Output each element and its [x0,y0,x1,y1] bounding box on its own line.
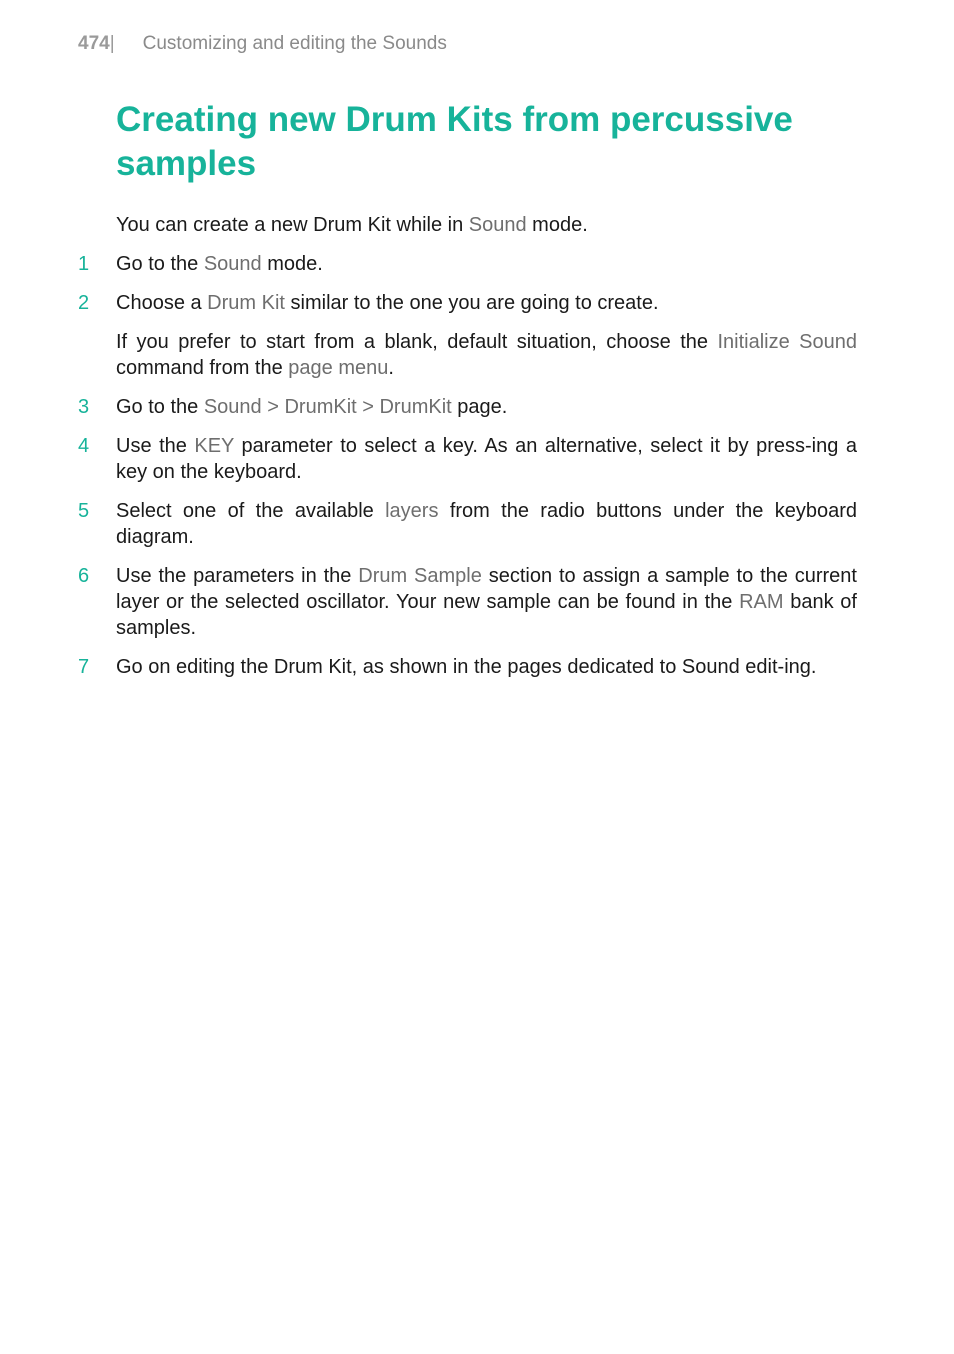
step-text: page. [451,396,508,418]
keyword-layers: layers [385,500,439,522]
step-2 [78,290,857,316]
step-text: Go to the [116,396,204,418]
step-text: parameter to select a key. As an alternative, select it by press-ing a key on the keyboard. [116,435,857,483]
step-1 [78,251,857,277]
step-text: section to assign a sample to the current layer or the selected oscillator. Your new sample can be found in the [116,565,857,613]
step-number: 2 [78,292,90,314]
step-text: mode. [261,253,323,275]
page-title: Creating new Drum Kits from percussive samples [116,100,793,183]
step-text: from the radio buttons under the keyboard diagram. [116,500,857,548]
step-text: Go to the [116,253,204,275]
keyword-key: KEY [194,435,235,457]
step-7 [78,654,857,680]
keyword-path: Sound > DrumKit > DrumKit [203,396,452,418]
section-title: Customizing and editing the Sounds [142,33,447,54]
step-text: Select one of the available [116,500,386,522]
header-separator: | [109,33,115,54]
note-paragraph [116,329,857,381]
step-number: 3 [78,396,90,418]
step-number: 1 [78,253,90,275]
intro-text-end: mode. [526,214,588,236]
keyword-page-menu: page menu [288,357,389,379]
step-number: 6 [78,565,90,587]
step-5 [78,498,857,550]
step-text: similar to the one you are going to create. [284,292,659,314]
step-3 [78,394,857,420]
page-number: 474 [78,33,110,54]
step-4 [78,433,857,485]
keyword-drum-sample: Drum Sample [358,565,482,587]
main-content [78,212,857,693]
step-number: 4 [78,435,90,457]
keyword-drum-kit: Drum Kit [207,292,285,314]
step-number: 7 [78,656,90,678]
note-text: command from the [116,357,289,379]
note-text: . [388,357,394,379]
step-text: Choose a [116,292,208,314]
keyword-initialize-sound: Initialize Sound [717,331,857,353]
keyword-sound: Sound [203,253,262,275]
step-text: bank of samples. [116,591,857,639]
step-number: 5 [78,500,90,522]
step-text: Go on editing the Drum Kit, as shown in the pages dedicated to Sound edit-ing. [116,656,817,678]
step-text: Use the parameters in the [116,565,359,587]
page-header [78,33,447,55]
keyword-sound: Sound [468,214,527,236]
intro-paragraph [116,212,857,238]
keyword-ram: RAM [739,591,784,613]
step-text: Use the [116,435,195,457]
step-6 [78,563,857,641]
intro-text: You can create a new Drum Kit while in [116,214,469,236]
note-text: If you prefer to start from a blank, default situation, choose the [116,331,718,353]
